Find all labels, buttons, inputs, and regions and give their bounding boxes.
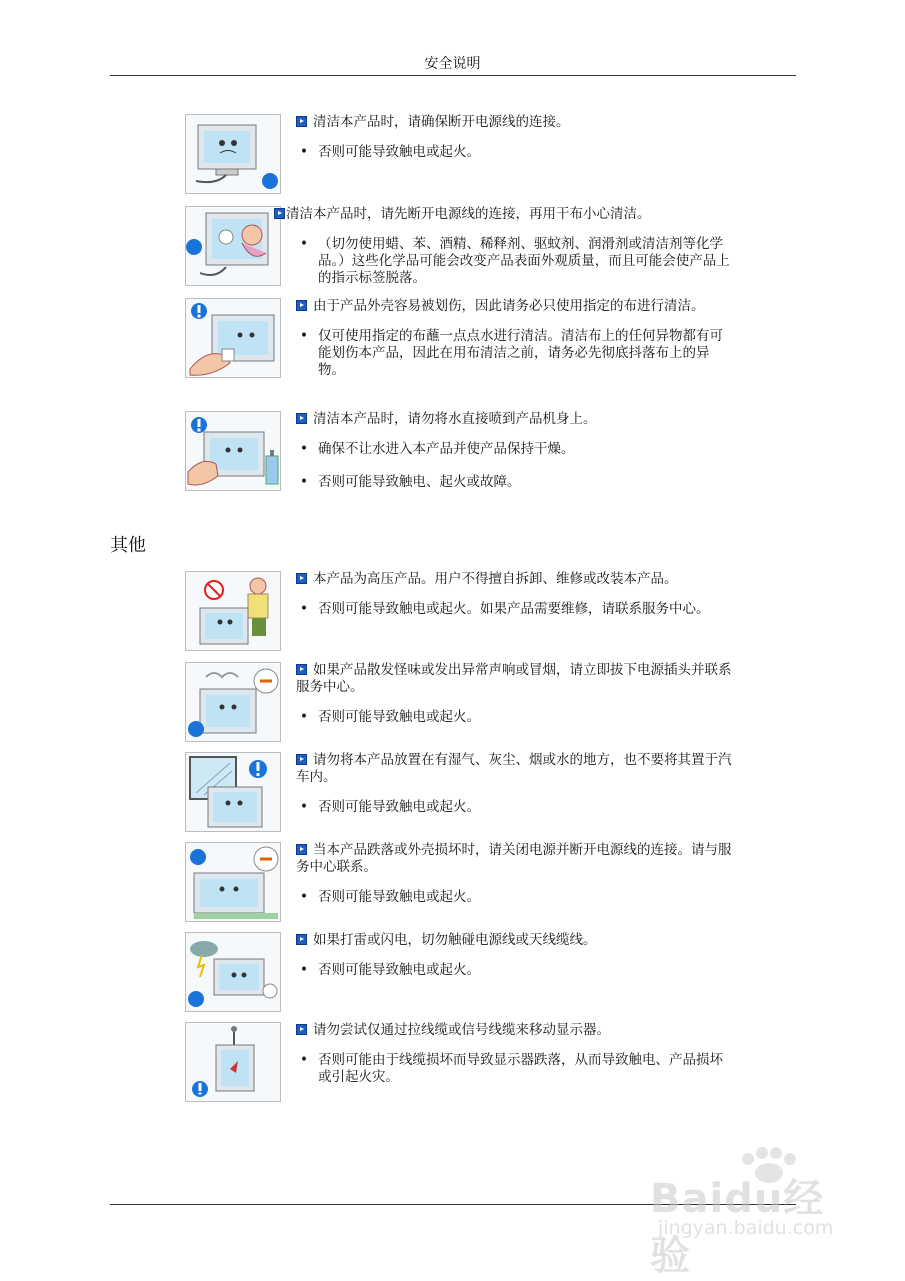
bullet-dot: •: [300, 601, 308, 617]
bullet-dot: •: [300, 474, 308, 490]
entry-main-text: 清洁本产品时，请先断开电源线的连接，再用干布小心清洁。: [286, 206, 651, 222]
entry-main-text: 当本产品跌落或外壳损坏时，请关闭电源并断开电源线的连接。请与服务中心联系。: [296, 842, 732, 875]
no-disassembly-illustration: [185, 571, 281, 651]
humidity-dust-illustration: [185, 752, 281, 832]
entry-bullet-text: 否则可能导致触电或起火。如果产品需要维修，请联系服务中心。: [318, 601, 710, 617]
smoke-odor-illustration: [185, 662, 281, 742]
dry-cloth-cleaning-illustration: [185, 206, 281, 286]
entry-main-text: 请勿尝试仅通过拉线缆或信号线缆来移动显示器。: [313, 1022, 610, 1038]
entry-bullet-text: 否则可能导致触电或起火。: [318, 889, 480, 905]
arrow-marker-icon: [296, 300, 307, 311]
bullet-dot: •: [300, 1052, 308, 1068]
watermark-url: jingyan.baidu.com: [658, 1217, 834, 1239]
arrow-marker-icon: [296, 116, 307, 127]
entry-main-text: 清洁本产品时，请勿将水直接喷到产品机身上。: [313, 411, 597, 427]
entry-main-text: 如果产品散发怪味或发出异常声响或冒烟，请立即拔下电源插头并联系服务中心。: [296, 662, 732, 695]
arrow-marker-icon: [296, 664, 307, 675]
entry-bullet-text: 仅可使用指定的布蘸一点点水进行清洁。清洁布上的任何异物都有可能划伤本产品，因此在用布清洁之前，请务必先彻底抖落布上的异物。: [318, 328, 723, 378]
entry-bullet-text: 否则可能导致触电或起火。: [318, 799, 480, 815]
header-rule: [110, 75, 796, 76]
arrow-marker-icon: [274, 208, 285, 219]
watermark-logo-text: Baidu经验: [650, 1176, 825, 1279]
dropped-product-illustration: [185, 842, 281, 922]
arrow-marker-icon: [296, 934, 307, 945]
unplug-cleaning-illustration: [185, 114, 281, 194]
arrow-marker-icon: [296, 573, 307, 584]
arrow-marker-icon: [296, 844, 307, 855]
no-water-spray-illustration: [185, 411, 281, 491]
specified-cloth-illustration: [185, 298, 281, 378]
page-header-title: 安全说明: [424, 56, 481, 72]
entry-main-text: 本产品为高压产品。用户不得擅自拆卸、维修或改装本产品。: [313, 571, 678, 587]
entry-bullet-text: （切勿使用蜡、苯、酒精、稀释剂、驱蚊剂、润滑剂或清洁剂等化学品。）这些化学品可能会改变产品表面外观质量，而且可能会使产品上的指示标签脱落。: [318, 236, 730, 286]
arrow-marker-icon: [296, 1024, 307, 1035]
entry-main-text: 如果打雷或闪电，切勿触碰电源线或天线缆线。: [313, 932, 597, 948]
entry-bullet-text: 确保不让水进入本产品并使产品保持干燥。: [318, 441, 575, 457]
bullet-dot: •: [300, 889, 308, 905]
bullet-dot: •: [300, 441, 308, 457]
lightning-illustration: [185, 932, 281, 1012]
bullet-dot: •: [300, 144, 308, 160]
entry-bullet-text: 否则可能导致触电或起火。: [318, 144, 480, 160]
bullet-dot: •: [300, 328, 308, 344]
arrow-marker-icon: [296, 754, 307, 765]
bullet-dot: •: [300, 709, 308, 725]
section-title: 其他: [110, 535, 146, 556]
entry-bullet-text: 否则可能导致触电或起火。: [318, 962, 480, 978]
bullet-dot: •: [300, 962, 308, 978]
bullet-dot: •: [300, 236, 308, 252]
entry-main-text: 清洁本产品时，请确保断开电源线的连接。: [313, 114, 570, 130]
arrow-marker-icon: [296, 413, 307, 424]
entry-bullet-text: 否则可能导致触电、起火或故障。: [318, 474, 521, 490]
cable-pull-illustration: [185, 1022, 281, 1102]
entry-main-text: 由于产品外壳容易被划伤，因此请务必只使用指定的布进行清洁。: [313, 298, 705, 314]
baidu-jingyan-watermark: [640, 1145, 860, 1279]
bullet-dot: •: [300, 799, 308, 815]
entry-bullet-text: 否则可能由于线缆损坏而导致显示器跌落，从而导致触电、产品损坏或引起火灾。: [318, 1052, 723, 1085]
entry-main-text: 请勿将本产品放置在有湿气、灰尘、烟或水的地方，也不要将其置于汽车内。: [296, 752, 732, 785]
entry-bullet-text: 否则可能导致触电或起火。: [318, 709, 480, 725]
